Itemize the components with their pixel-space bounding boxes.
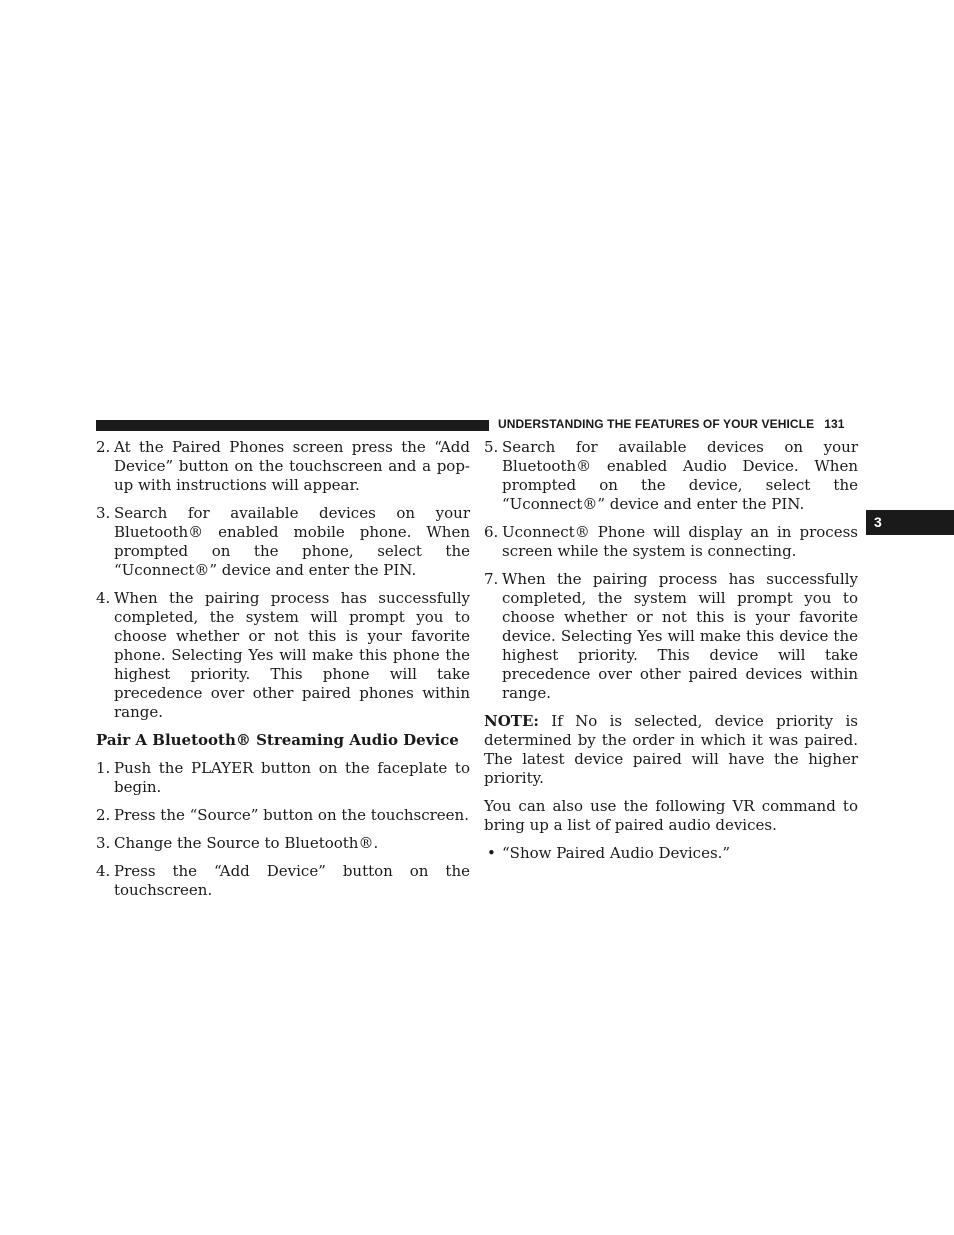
list-item [484,438,858,514]
running-header [498,417,845,431]
header-rule [96,420,489,431]
step-text: Change the Source to Bluetooth®. [114,834,379,852]
chapter-tab [866,510,954,535]
step-number: 1. [96,759,111,777]
right-column [484,438,858,863]
list-item [96,589,470,722]
step-number: 4. [96,862,111,880]
step-number: 2. [96,806,111,824]
page-number: 131 [824,417,845,431]
step-text: When the pairing process has successfully completed, the system will prompt you to choose whether or not this is your favorite device. Selecting Yes will make this device the highest priority. This device will take precedence over other paired devices within range. [502,570,858,702]
step-text: Search for available devices on your Bluetooth® enabled Audio Device. When prompted on the device, select the “Uconnect®” device and enter the PIN. [502,438,858,513]
list-item [96,438,470,495]
list-item [484,570,858,703]
step-text: At the Paired Phones screen press the “Add Device” button on the touchscreen and a pop-up with instructions will appear. [114,438,470,494]
step-text: Press the “Source” button on the touchscreen. [114,806,469,824]
step-number: 4. [96,589,111,607]
step-text: When the pairing process has successfully completed, the system will prompt you to choose whether or not this is your favorite phone. Selecting Yes will make this phone the highest priority. This phone will take precedence over other paired phones within range. [114,589,470,721]
list-item [484,523,858,561]
bullet-item [484,844,858,863]
bullet-text: “Show Paired Audio Devices.” [502,844,731,862]
step-number: 6. [484,523,499,541]
step-text: Press the “Add Device” button on the touchscreen. [114,862,470,899]
left-column [96,438,470,900]
step-number: 7. [484,570,499,588]
note-paragraph [484,712,858,788]
list-item [96,806,470,825]
step-text: Search for available devices on your Bluetooth® enabled mobile phone. When prompted on the phone, select the “Uconnect®” device and enter the PIN. [114,504,470,579]
vr-intro-paragraph: You can also use the following VR command to bring up a list of paired audio devices. [484,797,858,834]
step-number: 2. [96,438,111,456]
list-item [96,759,470,797]
chapter-number: 3 [874,514,882,530]
list-item [96,504,470,580]
list-item [96,862,470,900]
step-number: 3. [96,504,111,522]
step-text: Push the PLAYER button on the faceplate to begin. [114,759,470,796]
note-label: NOTE: [484,712,539,730]
step-number: 5. [484,438,499,456]
section-title: UNDERSTANDING THE FEATURES OF YOUR VEHICLE [498,417,815,431]
list-item [96,834,470,853]
step-number: 3. [96,834,111,852]
note-text: If No is selected, device priority is determined by the order in which it was paired. The latest device paired will have the higher priority. [484,712,858,787]
bullet-icon: • [487,844,496,862]
step-text: Uconnect® Phone will display an in process screen while the system is connecting. [502,523,858,560]
section-heading: Pair A Bluetooth® Streaming Audio Device [96,731,459,749]
